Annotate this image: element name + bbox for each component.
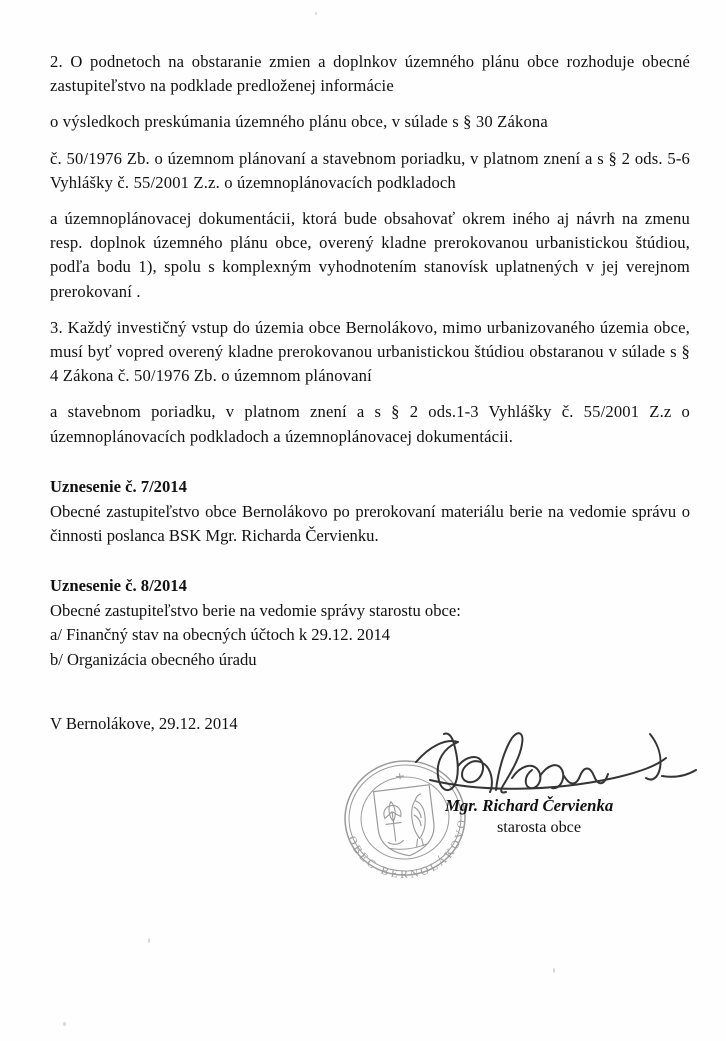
paragraph-point-3: 3. Každý investičný vstup do územia obce Bernolákovo, mimo urbanizovaného územia obce, musí byť vopred overený kladne prerokovanou urbanistickou štúdiou obstaranou v súlade s § 4 Zákona č. 50/1976 Zb. o územnom plánovaní — [50, 317, 690, 386]
document-body — [50, 50, 690, 672]
paragraph-point-3-cont: a stavebnom poriadku, v platnom znení a s § 2 ods.1-3 Vyhlášky č. 55/2001 Z.z o územnoplánovacích podkladoch a územnoplánovacej dokumentácii. — [50, 402, 690, 446]
signature-area — [50, 712, 690, 892]
signatory-role: starosta obce — [497, 818, 582, 836]
scan-speck — [553, 968, 555, 973]
resolution-title-7-2014: Uznesenie č. 7/2014 — [50, 476, 187, 496]
place-and-date: V Bernolákove, 29.12. 2014 — [50, 714, 238, 733]
handwritten-signature-icon — [400, 720, 700, 805]
resolution-block-8-2014 — [50, 574, 690, 672]
paragraph-point-2-cont-1: o výsledkoch preskúmania územného plánu obce, v súlade s § 30 Zákona — [50, 112, 548, 132]
resolution-line-b: b/ Organizácia obecného úradu — [50, 649, 257, 669]
document-footer — [50, 712, 690, 882]
scan-speck — [315, 12, 317, 15]
svg-text:OBEC BERNOLÁKOVO: OBEC BERNOLÁKOVO — [345, 816, 469, 882]
signatory-name: Mgr. Richard Červienka — [445, 796, 614, 815]
paragraph-point-2-cont-3: a územnoplánovacej dokumentácii, ktorá bude obsahovať okrem iného aj návrh na zmenu resp. doplnok územného plánu obce, overený kladne prerokovanou urbanistickou štúdiou, podľa bodu 1), spolu s komplexným vyhodnotením stanovísk uplatnených v jej verejnom prerokovaní . — [50, 209, 690, 301]
resolution-lines-8-2014 — [50, 599, 690, 672]
resolution-block-7-2014 — [50, 475, 690, 548]
scan-speck — [63, 1022, 66, 1026]
paragraph-point-2-cont-2: č. 50/1976 Zb. o územnom plánovaní a stavebnom poriadku, v platnom znení a s § 2 ods. 5-6 Vyhlášky č. 55/2001 Z.z. o územnoplánovacích podkladoch — [50, 148, 690, 192]
resolution-line-a: a/ Finančný stav na obecných účtoch k 29.12. 2014 — [50, 625, 391, 645]
resolution-body-7-2014: Obecné zastupiteľstvo obce Bernolákovo po prerokovaní materiálu berie na vedomie správu o činnosti poslanca BSK Mgr. Richarda Červienku. — [50, 501, 690, 546]
resolution-title-8-2014: Uznesenie č. 8/2014 — [50, 576, 187, 596]
resolution-line-intro: Obecné zastupiteľstvo berie na vedomie správy starostu obce: — [50, 601, 461, 621]
paragraph-point-2: 2. O podnetoch na obstaranie zmien a doplnkov územného plánu obce rozhoduje obecné zastupiteľstvo na podklade predloženej informácie — [50, 52, 690, 96]
scan-speck — [148, 938, 150, 943]
